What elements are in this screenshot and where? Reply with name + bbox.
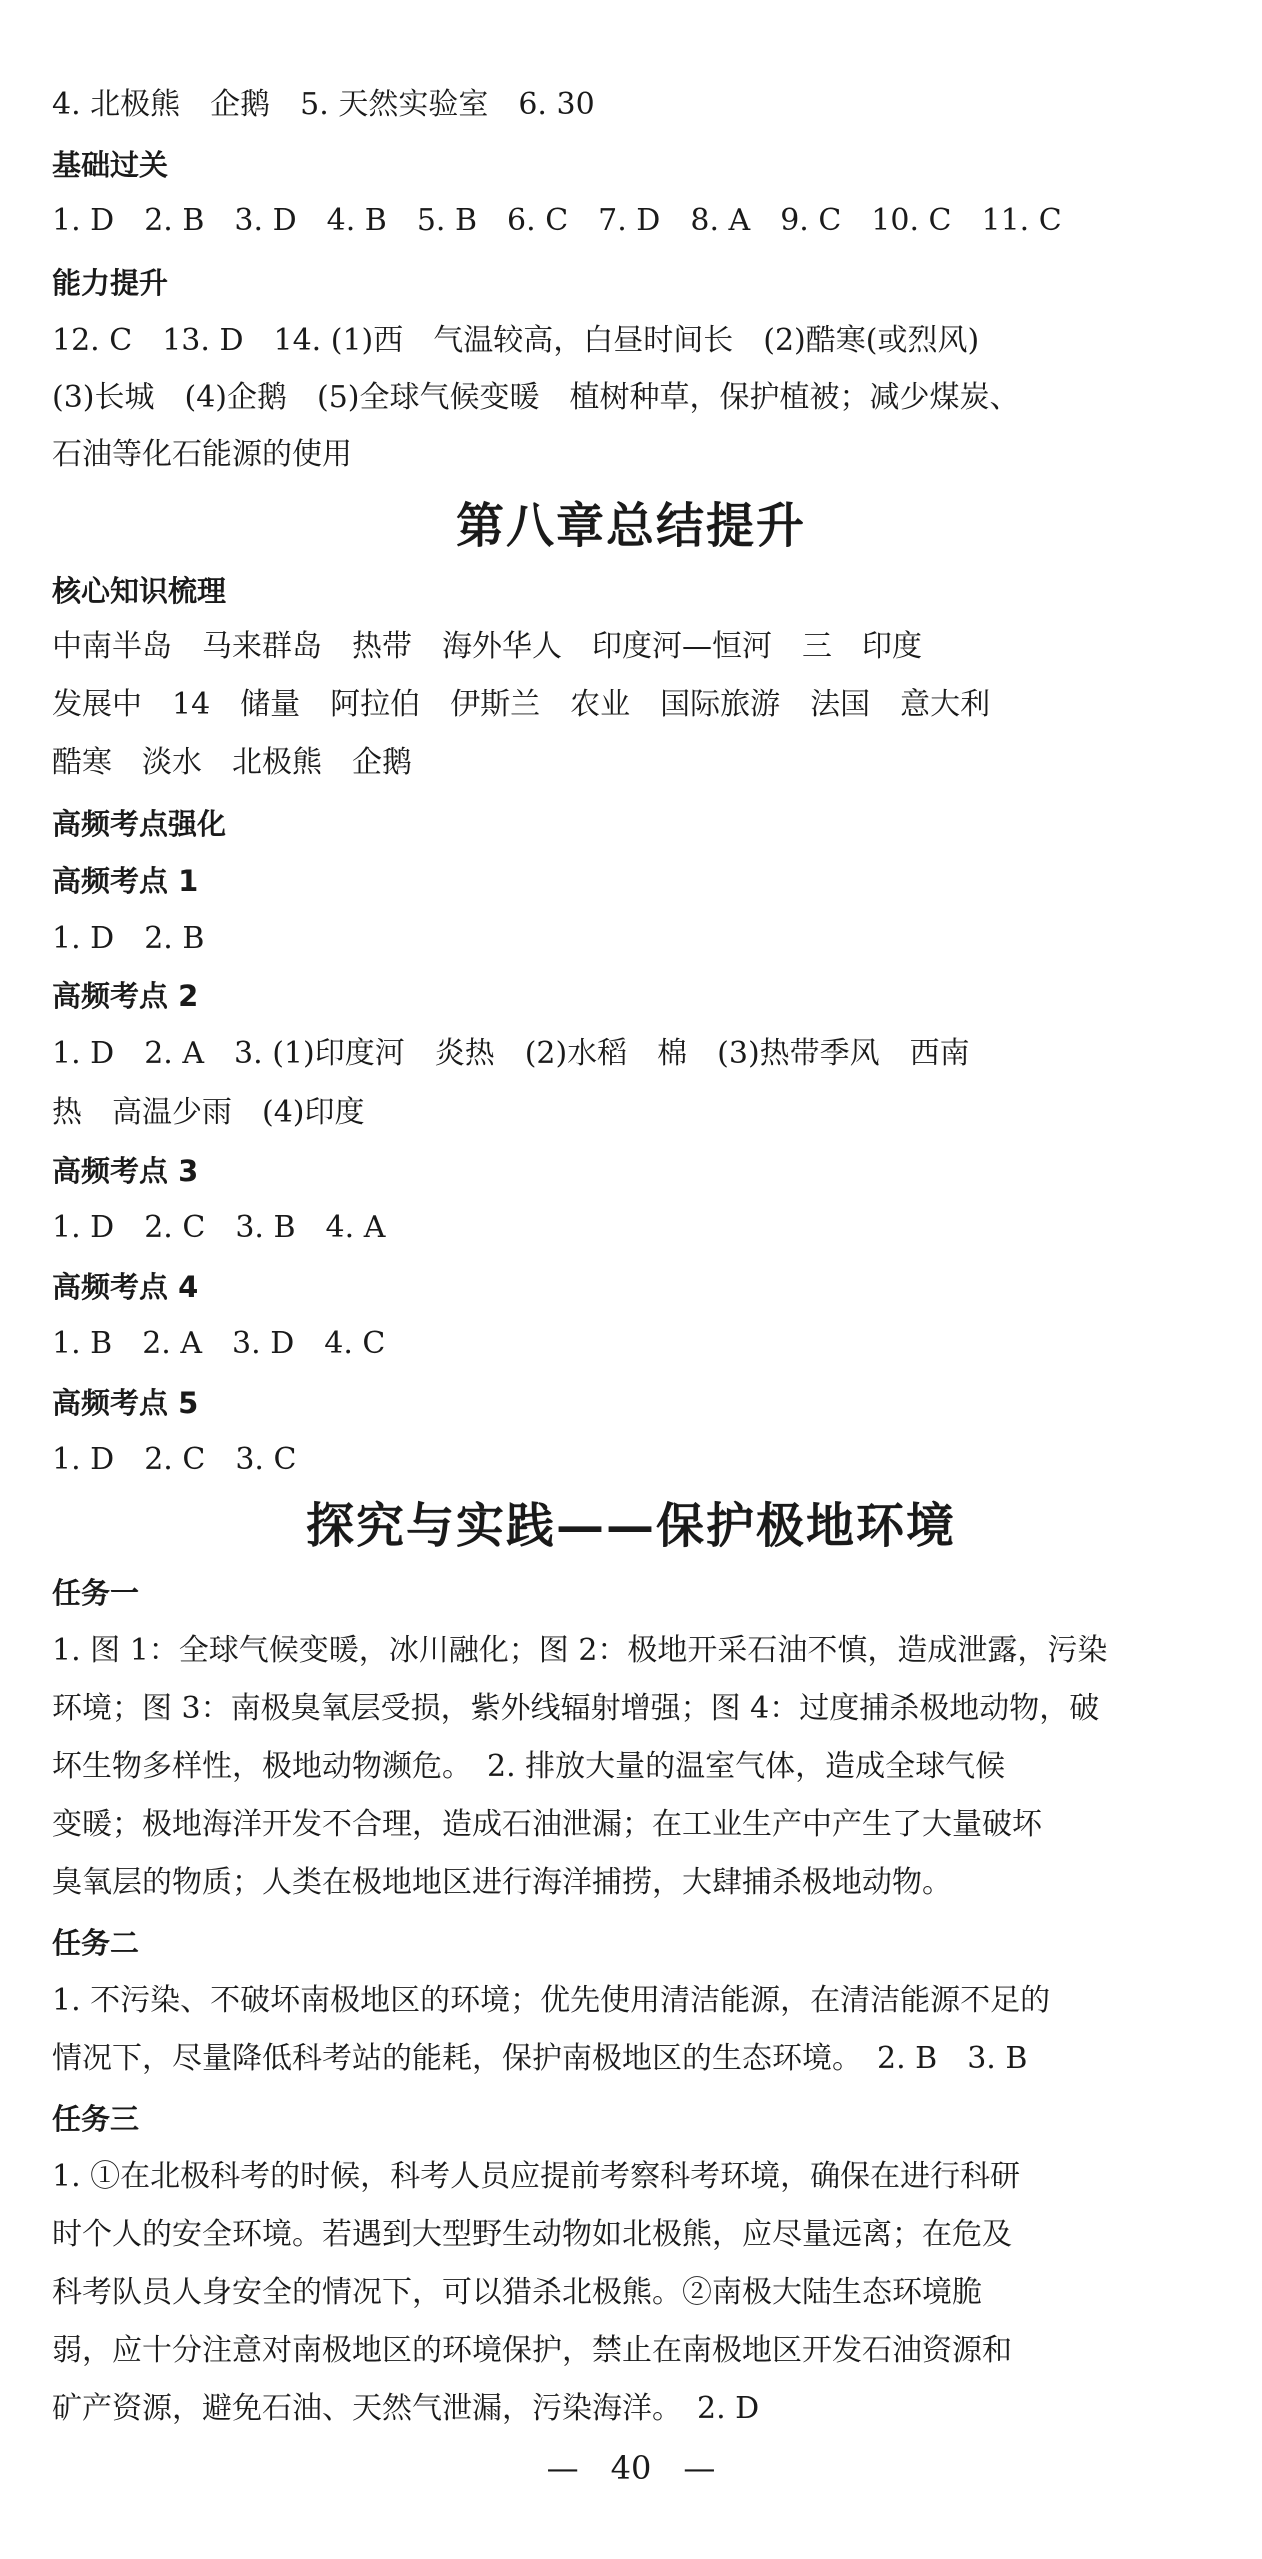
answer-line: 坏生物多样性，极地动物濒危。 2. 排放大量的温室气体，造成全球气候 xyxy=(52,1749,1006,1784)
section-heading: 基础过关 xyxy=(52,148,169,182)
answer-line: 时个人的安全环境。若遇到大型野生动物如北极熊，应尽量远离；在危及 xyxy=(52,2217,1012,2252)
answer-line: 1. D 2. B xyxy=(52,921,205,956)
section-heading: 任务一 xyxy=(52,1576,140,1610)
section-heading: 高频考点强化 xyxy=(52,807,227,841)
answer-line: 情况下，尽量降低科考站的能耗，保护南极地区的生态环境。 2. B 3. B xyxy=(52,2041,1028,2076)
answer-line: 1. ①在北极科考的时候，科考人员应提前考察科考环境，确保在进行科研 xyxy=(52,2159,1021,2194)
answer-line: (3)长城 (4)企鹅 (5)全球气候变暖 植树种草，保护植被；减少煤炭、 xyxy=(52,380,1020,415)
chapter-title: 第八章总结提升 xyxy=(455,498,806,554)
answer-line: 1. 不污染、不破坏南极地区的环境；优先使用清洁能源，在清洁能源不足的 xyxy=(52,1983,1051,2018)
page-number: — 40 — xyxy=(546,2449,716,2487)
answer-line: 环境；图 3：南极臭氧层受损，紫外线辐射增强；图 4：过度捕杀极地动物，破 xyxy=(52,1691,1100,1726)
answer-line: 1. D 2. C 3. B 4. A xyxy=(52,1210,386,1245)
answer-line: 臭氧层的物质；人类在极地地区进行海洋捕捞，大肆捕杀极地动物。 xyxy=(52,1865,952,1900)
answer-line: 1. B 2. A 3. D 4. C xyxy=(52,1326,386,1361)
section-heading: 高频考点 2 xyxy=(52,979,199,1013)
section-heading: 高频考点 4 xyxy=(52,1270,199,1304)
answer-line: 4. 北极熊 企鹅 5. 天然实验室 6. 30 xyxy=(52,87,595,122)
section-heading: 能力提升 xyxy=(52,266,169,300)
section-heading: 高频考点 1 xyxy=(52,864,199,898)
chapter-title: 探究与实践——保护极地环境 xyxy=(305,1498,956,1554)
answer-line: 发展中 14 储量 阿拉伯 伊斯兰 农业 国际旅游 法国 意大利 xyxy=(52,687,991,722)
section-heading: 核心知识梳理 xyxy=(52,574,227,608)
section-heading: 任务二 xyxy=(52,1926,140,1960)
section-heading: 高频考点 3 xyxy=(52,1154,199,1188)
answer-line: 1. 图 1：全球气候变暖，冰川融化；图 2：极地开采石油不慎，造成泄露，污染 xyxy=(52,1633,1108,1668)
answer-line: 中南半岛 马来群岛 热带 海外华人 印度河—恒河 三 印度 xyxy=(52,629,922,664)
section-heading: 任务三 xyxy=(52,2102,140,2136)
answer-line: 1. D 2. C 3. C xyxy=(52,1442,297,1477)
answer-line: 1. D 2. A 3. (1)印度河 炎热 (2)水稻 棉 (3)热带季风 西南 xyxy=(52,1036,970,1071)
section-heading: 高频考点 5 xyxy=(52,1386,199,1420)
answer-line: 1. D 2. B 3. D 4. B 5. B 6. C 7. D 8. A 9. C 10. C 11. C xyxy=(52,203,1062,238)
answer-line: 变暖；极地海洋开发不合理，造成石油泄漏；在工业生产中产生了大量破坏 xyxy=(52,1807,1042,1842)
answer-line: 石油等化石能源的使用 xyxy=(52,437,352,472)
answer-line: 矿产资源，避免石油、天然气泄漏，污染海洋。 2. D xyxy=(52,2391,760,2426)
answer-line: 科考队员人身安全的情况下，可以猎杀北极熊。②南极大陆生态环境脆 xyxy=(52,2275,982,2310)
answer-line: 热 高温少雨 (4)印度 xyxy=(52,1095,365,1130)
answer-line: 酷寒 淡水 北极熊 企鹅 xyxy=(52,745,412,780)
answer-line: 弱，应十分注意对南极地区的环境保护，禁止在南极地区开发石油资源和 xyxy=(52,2333,1012,2368)
answer-line: 12. C 13. D 14. (1)西 气温较高，白昼时间长 (2)酷寒(或烈风) xyxy=(52,323,980,358)
